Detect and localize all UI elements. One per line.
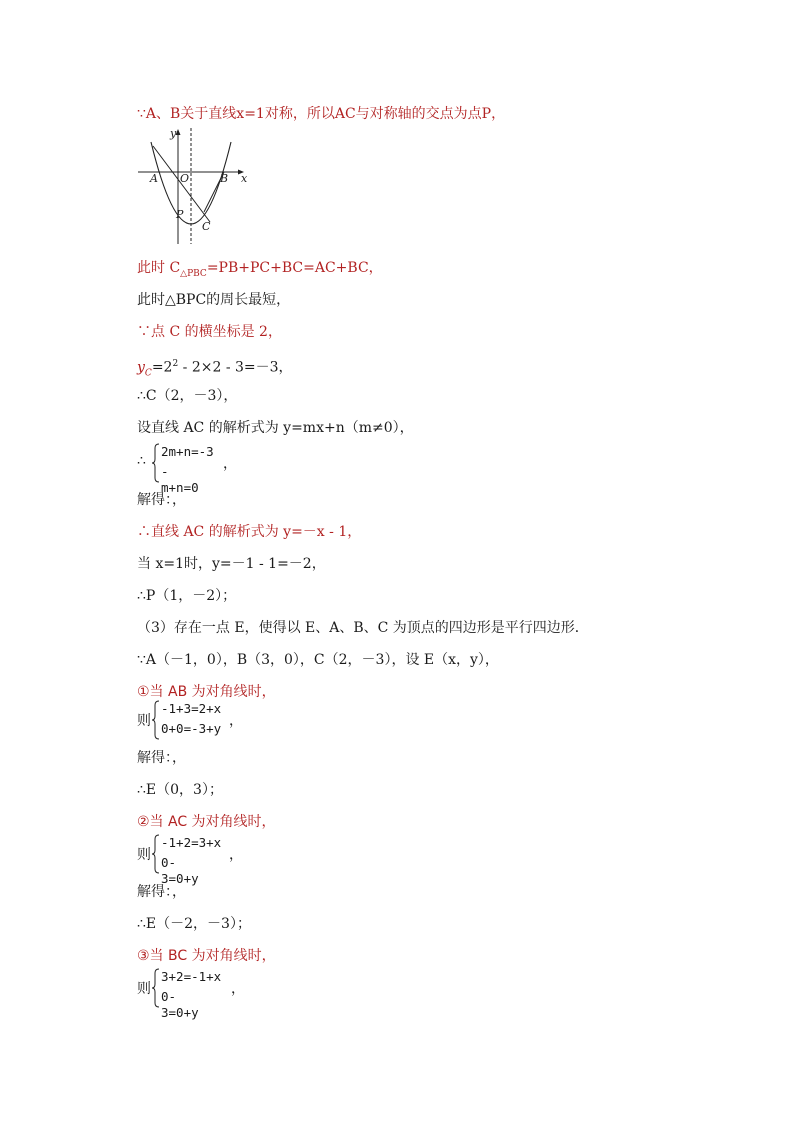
- text-line-solve-2: 解得：，: [137, 750, 186, 766]
- perimeter-prefix: 此时 C: [137, 260, 181, 276]
- system-equation-2: 0+0=-3+y: [161, 721, 222, 736]
- system-equation-1: -1+2=3+x: [161, 835, 222, 850]
- left-brace-icon: [151, 443, 161, 483]
- text-line-point-c: ∴C（2，－3），: [137, 388, 238, 404]
- text-line-part-3: （3）存在一点 E，使得以 E、A、B、C 为顶点的四边形是平行四边形．: [137, 620, 589, 636]
- yc-exponent: 2: [172, 359, 179, 369]
- parabola-figure: [138, 126, 252, 246]
- label-A: A: [150, 172, 158, 185]
- text-line-e1: ∴E（0，3）；: [137, 782, 223, 798]
- case-1-heading: ①当 AB 为对角线时，: [137, 684, 276, 700]
- case-3-heading: ③当 BC 为对角线时，: [137, 948, 276, 964]
- system-prefix: 则: [137, 981, 151, 997]
- system-equation-2: 0-3=0+y: [161, 989, 199, 1020]
- text-line-perimeter: [137, 258, 383, 284]
- perimeter-subscript: △PBC: [180, 268, 207, 279]
- label-C: C: [202, 220, 211, 233]
- system-prefix: 则: [137, 713, 151, 729]
- system-equation-1: 2m+n=-3: [161, 444, 214, 459]
- text-line-symmetry: ∵A、B关于直线x=1对称，所以AC与对称轴的交点为点P，: [137, 106, 506, 122]
- label-P: P: [176, 208, 184, 221]
- label-y: y: [170, 127, 177, 140]
- text-line-e2: ∴E（－2，－3）；: [137, 916, 251, 932]
- text-line-points: ∵A（－1，0），B（3，0），C（2，－3），设 E（x，y），: [137, 652, 499, 668]
- perimeter-equation: =PB+PC+BC=AC+BC，: [206, 260, 383, 276]
- text-line-x-equals-1: 当 x=1时，y=－1 - 1=－2，: [137, 556, 326, 572]
- text-line-abscissa: ∵点 C 的横坐标是 2，: [137, 324, 282, 340]
- left-brace-icon: [151, 968, 161, 1008]
- text-line-solve-3: 解得：，: [137, 884, 186, 900]
- yc-rest: - 2×2 - 3=－3，: [178, 359, 293, 376]
- system-equation-1: -1+3=2+x: [161, 701, 222, 716]
- system-equation-2: -m+n=0: [161, 464, 199, 495]
- left-brace-icon: [151, 834, 161, 874]
- text-line-yc: [137, 354, 293, 383]
- case-2-heading: ②当 AC 为对角线时，: [137, 814, 276, 830]
- system-equation-1: 3+2=-1+x: [161, 969, 222, 984]
- text-line-ac-expression: ∴直线 AC 的解析式为 y=－x - 1，: [137, 524, 362, 540]
- system-suffix: ，: [229, 713, 243, 729]
- text-line-point-p: ∴P（1，－2）；: [137, 588, 237, 604]
- system-suffix: ，: [231, 981, 245, 997]
- text-line-solve-1: 解得：，: [137, 492, 186, 508]
- label-O: O: [180, 172, 190, 185]
- text-line-set-ac: 设直线 AC 的解析式为 y=mx+n（m≠0），: [137, 420, 414, 436]
- label-x: x: [241, 172, 248, 185]
- left-brace-icon: [151, 700, 161, 740]
- system-suffix: ，: [223, 456, 237, 472]
- system-equation-2: 0-3=0+y: [161, 855, 199, 886]
- system-prefix: ∴: [137, 453, 146, 469]
- system-prefix: 则: [137, 847, 151, 863]
- yc-symbol: y: [137, 359, 145, 376]
- y-axis-arrow: [176, 129, 181, 135]
- yc-subscript: C: [144, 368, 152, 379]
- system-suffix: ，: [229, 847, 243, 863]
- label-B: B: [220, 172, 229, 185]
- text-line-shortest: 此时△BPC的周长最短，: [137, 292, 291, 308]
- yc-base: =2: [151, 359, 173, 376]
